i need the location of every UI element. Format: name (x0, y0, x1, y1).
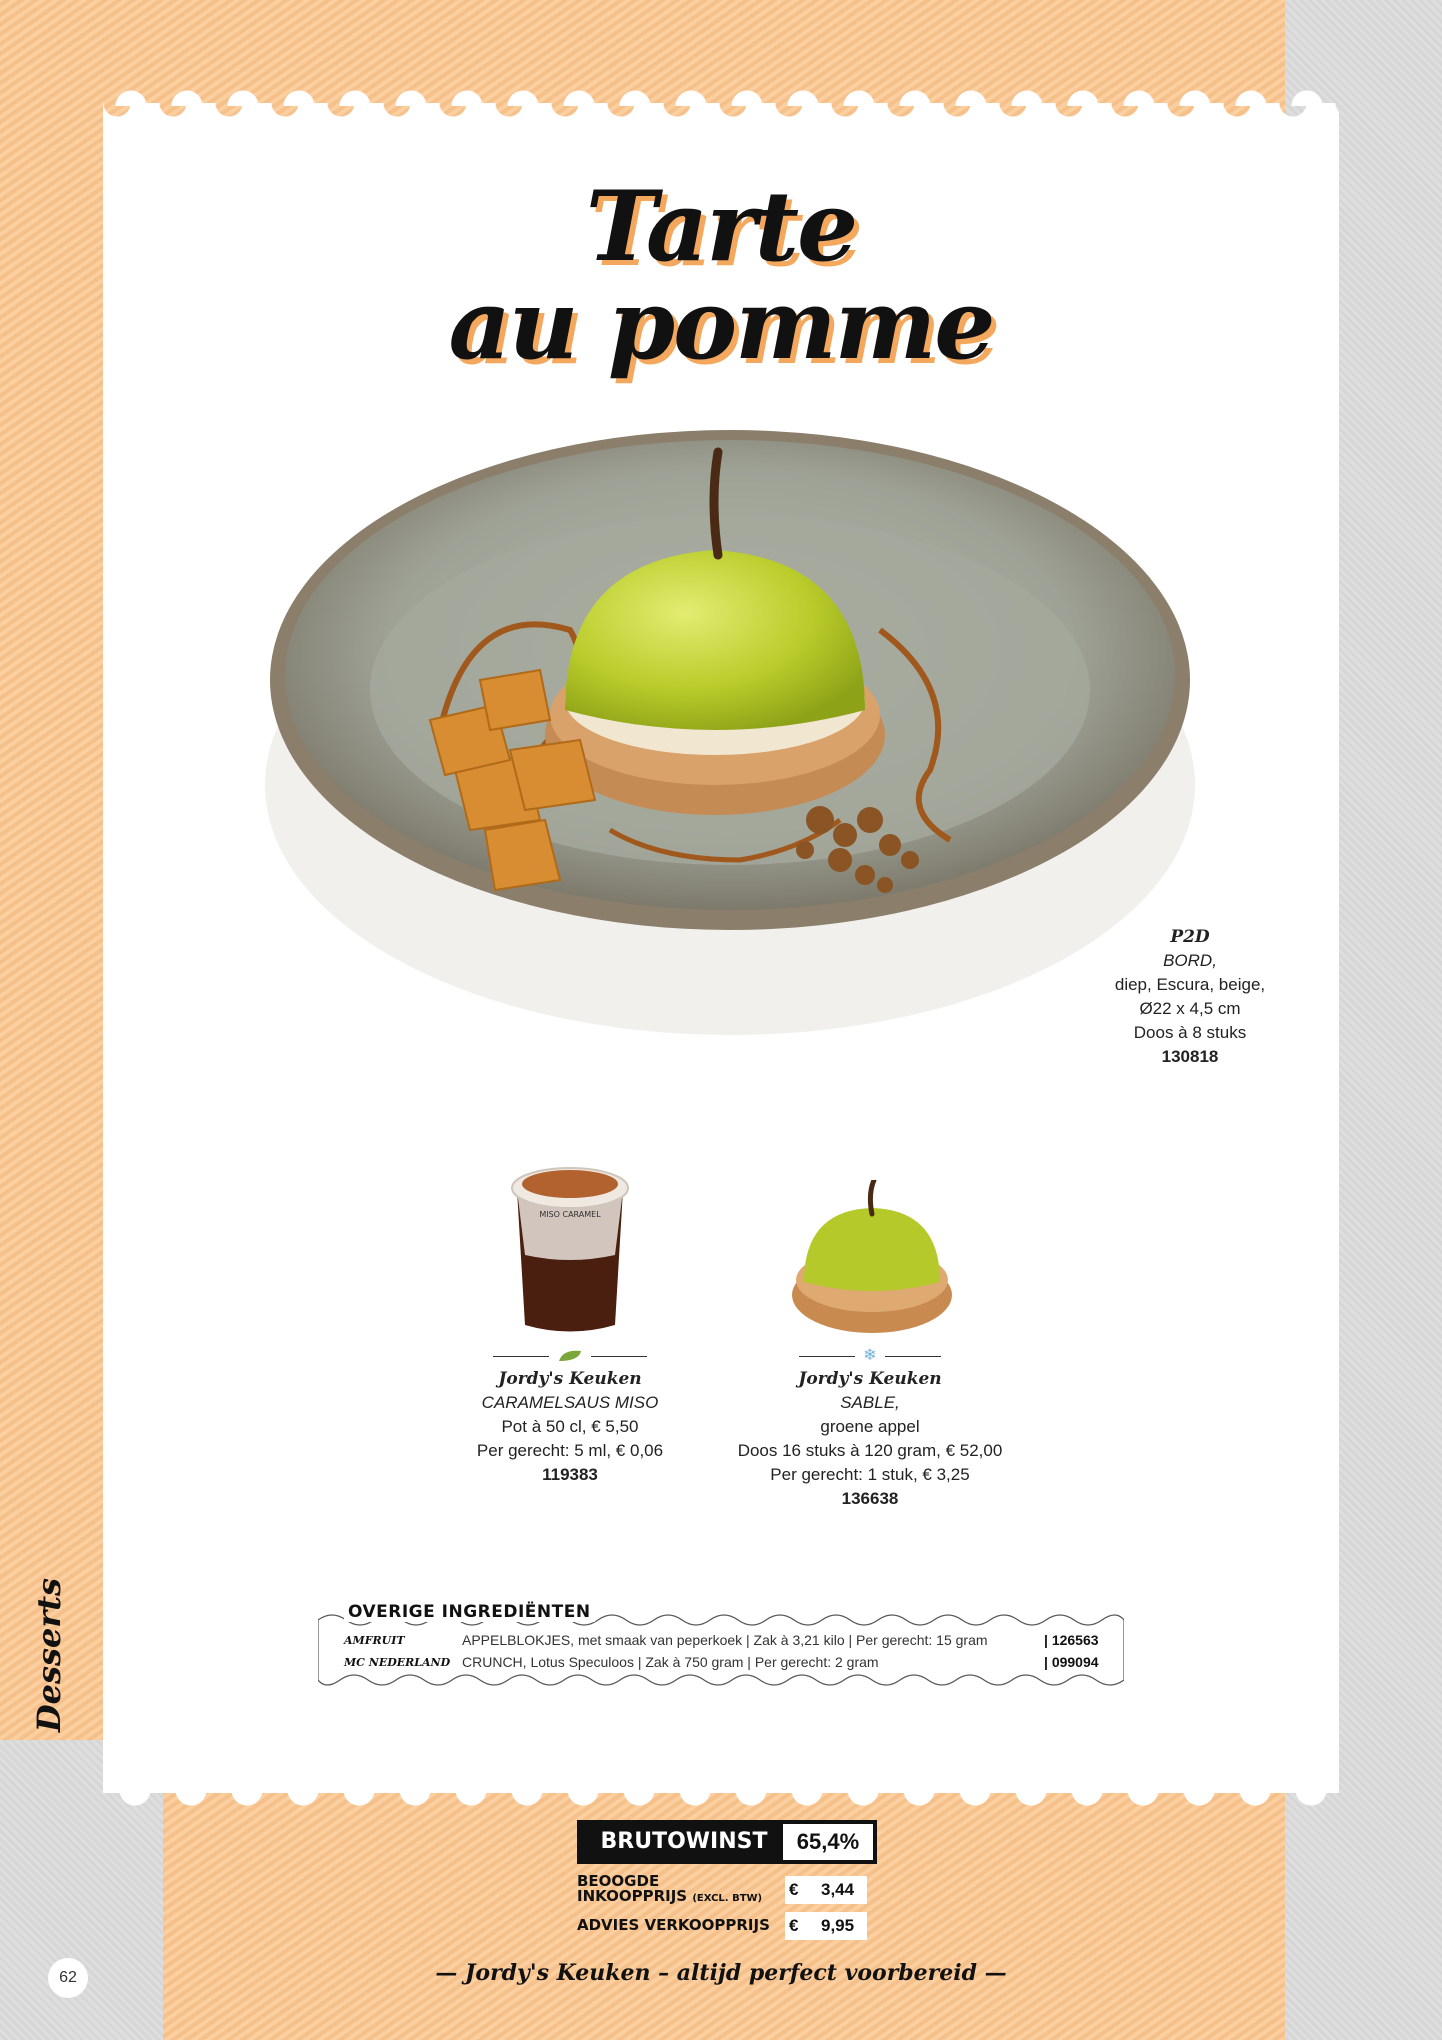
sable-apple-image (780, 1180, 960, 1340)
product2-name: SABLE, (840, 1393, 900, 1412)
section-label (4, 1577, 94, 1733)
ingredient-row (344, 1654, 1104, 1674)
ingredient-description: CRUNCH, Lotus Speculoos | Zak à 750 gram | Per gerecht: 2 gram (462, 1654, 879, 1670)
title-line-1: Tarte (585, 170, 857, 283)
plate-line-3: Doos à 8 stuks (1133, 1023, 1247, 1042)
footer-tagline: — Jordy's Keuken – altijd perfect voorbereid — (435, 1960, 1007, 1986)
product2-code: 136638 (841, 1489, 899, 1508)
snowflake-icon: ❄ (863, 1347, 877, 1364)
product2-line-3: Per gerecht: 1 stuk, € 3,25 (770, 1465, 970, 1484)
retail-price-label: ADVIES VERKOOPPRIJS (577, 1916, 770, 1934)
title-line-2: au pomme (448, 268, 994, 381)
gross-profit-label: BRUTOWINST (600, 1829, 768, 1854)
product1-line-2: Per gerecht: 5 ml, € 0,06 (476, 1441, 664, 1460)
section-label-text: Desserts (30, 1577, 68, 1733)
product2-brand: Jordy's Keuken (798, 1369, 942, 1389)
retail-price-value: € 9,95 (785, 1912, 867, 1940)
leaf-icon (557, 1349, 583, 1363)
product1-caption (440, 1345, 700, 1487)
other-ingredients-box (318, 1600, 1124, 1700)
ingredients-title: OVERIGE INGREDIËNTEN (344, 1602, 595, 1622)
gross-profit-bar (577, 1820, 877, 1864)
product2-caption (720, 1345, 1020, 1511)
ingredient-code: | 126563 (1044, 1632, 1099, 1648)
caramel-jar-image (505, 1160, 635, 1340)
product1-line-1: Pot à 50 cl, € 5,50 (501, 1417, 639, 1436)
dessert-plate-photo (240, 390, 1220, 1090)
ingredient-brand: MC NEDERLAND (344, 1656, 451, 1669)
product1-name: CARAMELSAUS MISO (481, 1393, 659, 1412)
purchase-price-value: € 3,44 (785, 1876, 867, 1904)
page-title (0, 170, 1442, 381)
product1-divider (440, 1345, 700, 1367)
product2-line-1: groene appel (820, 1417, 920, 1436)
jar-label-text: MISO CARAMEL (539, 1210, 601, 1219)
product1-code: 119383 (542, 1465, 598, 1484)
plate-caption (1100, 925, 1280, 1069)
plate-line-2: Ø22 x 4,5 cm (1139, 999, 1241, 1018)
plate-code: 130818 (1161, 1047, 1219, 1066)
card-scallop-bottom (103, 1790, 1339, 1806)
product2-divider (720, 1345, 1020, 1367)
gross-profit-value: 65,4% (783, 1824, 873, 1860)
product2-line-2: Doos 16 stuks à 120 gram, € 52,00 (737, 1441, 1003, 1460)
plate-line-1: diep, Escura, beige, (1114, 975, 1266, 994)
ingredient-brand: AMFRUIT (344, 1634, 405, 1647)
ingredient-row (344, 1632, 1104, 1652)
ingredient-code: | 099094 (1044, 1654, 1099, 1670)
page-number: 62 (48, 1958, 88, 1998)
purchase-price-label: BEOOGDE INKOOPPRIJS (EXCL. BTW) (577, 1872, 763, 1905)
plate-brand: P2D (1170, 927, 1210, 947)
product1-brand: Jordy's Keuken (498, 1369, 642, 1389)
plate-name: BORD, (1163, 951, 1217, 970)
ingredient-description: APPELBLOKJES, met smaak van peperkoek | Zak à 3,21 kilo | Per gerecht: 15 gram (462, 1632, 988, 1648)
